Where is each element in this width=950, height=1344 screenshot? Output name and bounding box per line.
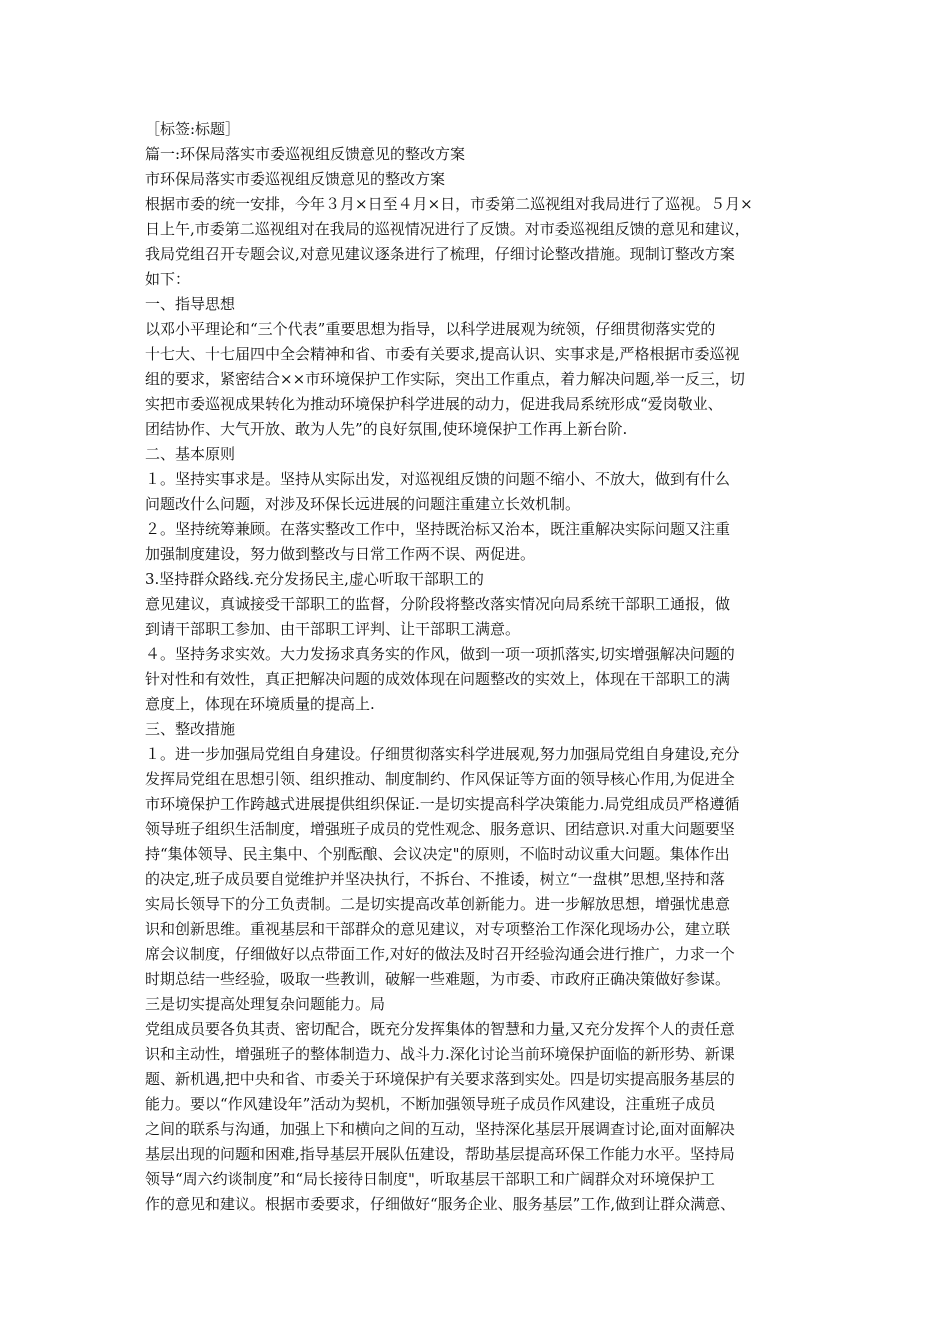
document-line: 三是切实提高处理复杂问题能力。局	[145, 995, 386, 1013]
document-line: 党组成员要各负其责、密切配合，既充分发挥集体的智慧和力量,又充分发挥个人的责任意	[145, 1020, 735, 1038]
document-line: 领导班子组织生活制度，增强班子成员的党性观念、服务意识、团结意识.对重大问题要坚	[145, 820, 735, 838]
document-line: 根据市委的统一安排，今年３月×日至４月×日，市委第二巡视组对我局进行了巡视。５月×	[145, 195, 753, 213]
document-line: 二、基本原则	[145, 445, 236, 463]
document-line: 如下：	[145, 270, 191, 288]
document-line: 3.坚持群众路线.充分发扬民主,虚心听取干部职工的	[145, 570, 484, 588]
document-line: １。坚持实事求是。坚持从实际出发，对巡视组反馈的问题不缩小、不放大，做到有什么	[145, 470, 731, 488]
document-line: 三、整改措施	[145, 720, 236, 738]
document-line: 实局长领导下的分工负责制。二是切实提高改革创新能力。进一步解放思想，增强忧患意	[145, 895, 731, 913]
document-line: ［标签:标题］	[145, 120, 241, 138]
document-line: ４。坚持务求实效。大力发扬求真务实的作风，做到一项一项抓落实,切实增强解决问题的	[145, 645, 735, 663]
document-line: 组的要求，紧密结合××市环境保护工作实际，突出工作重点，着力解决问题,举一反三，切	[145, 370, 745, 388]
document-line: 加强制度建设，努力做到整改与日常工作两不误、两促进。	[145, 545, 536, 563]
document-line: １。进一步加强局党组自身建设。仔细贯彻落实科学进展观,努力加强局党组自身建设,充分	[145, 745, 740, 763]
document-line: 的决定,班子成员要自觉维护并坚决执行，不拆台、不推诿，树立“一盘棋”思想,坚持和落	[145, 870, 725, 888]
document-line: 时期总结一些经验，吸取一些教训，破解一些难题，为市委、市政府正确决策做好参谋。	[145, 970, 731, 988]
document-line: 识和主动性，增强班子的整体制造力、战斗力.深化讨论当前环境保护面临的新形势、新课	[145, 1045, 735, 1063]
document-line: 针对性和有效性，真正把解决问题的成效体现在问题整改的实效上，体现在干部职工的满	[145, 670, 731, 688]
document-line: 席会议制度，仔细做好以点带面工作,对好的做法及时召开经验沟通会进行推广，力求一个	[145, 945, 735, 963]
document-line: 日上午,市委第二巡视组对在我局的巡视情况进行了反馈。对市委巡视组反馈的意见和建议，	[145, 220, 750, 238]
document-line: 意度上，体现在环境质量的提高上.	[145, 695, 375, 713]
document-line: 能力。要以“作风建设年”活动为契机，不断加强领导班子成员作风建设，注重班子成员	[145, 1095, 716, 1113]
document-line: 实把市委巡视成果转化为推动环境保护科学进展的动力，促进我局系统形成“爱岗敬业、	[145, 395, 723, 413]
document-line: 题、新机遇,把中央和省、市委关于环境保护有关要求落到实处。四是切实提高服务基层的	[145, 1070, 735, 1088]
document-line: ２。坚持统筹兼顾。在落实整改工作中，坚持既治标又治本，既注重解决实际问题又注重	[145, 520, 731, 538]
document-line: 篇一:环保局落实市委巡视组反馈意见的整改方案	[145, 145, 466, 163]
document-line: 市环境保护工作跨越式进展提供组织保证.一是切实提高科学决策能力.局党组成员严格遵循	[145, 795, 740, 813]
document-line: 意见建议，真诚接受干部职工的监督，分阶段将整改落实情况向局系统干部职工通报，做	[145, 595, 731, 613]
document-line: 问题改什么问题，对涉及环保长远进展的问题注重建立长效机制。	[145, 495, 581, 513]
document-line: 十七大、十七届四中全会精神和省、市委有关要求,提高认识、实事求是,严格根据市委巡视	[145, 345, 740, 363]
document-line: 基层出现的问题和困难,指导基层开展队伍建设，帮助基层提高环保工作能力水平。坚持局	[145, 1145, 735, 1163]
document-body	[145, 117, 825, 1217]
document-line: 到请干部职工参加、由干部职工评判、让干部职工满意。	[145, 620, 521, 638]
document-line: 市环保局落实市委巡视组反馈意见的整改方案	[145, 170, 446, 188]
document-line: 发挥局党组在思想引领、组织推动、制度制约、作风保证等方面的领导核心作用,为促进全	[145, 770, 735, 788]
document-line: 我局党组召开专题会议,对意见建议逐条进行了梳理，仔细讨论整改措施。现制订整改方案	[145, 245, 735, 263]
document-line: 一、指导思想	[145, 295, 236, 313]
document-line: 以邓小平理论和“三个代表”重要思想为指导，以科学进展观为统领，仔细贯彻落实党的	[145, 320, 716, 338]
document-line: 之间的联系与沟通，加强上下和横向之间的互动，坚持深化基层开展调查讨论,面对面解决	[145, 1120, 735, 1138]
document-line: 领导“周六约谈制度”和“局长接待日制度"，听取基层干部职工和广阔群众对环境保护工	[145, 1170, 715, 1188]
document-line: 持“集体领导、民主集中、个别酝酿、会议决定"的原则，不临时动议重大问题。集体作出	[145, 845, 730, 863]
document-line: 团结协作、大气开放、敢为人先”的良好氛围,使环境保护工作再上新台阶.	[145, 420, 628, 438]
document-line: 识和创新思维。重视基层和干部群众的意见建议，对专项整治工作深化现场办公，建立联	[145, 920, 731, 938]
document-line: 作的意见和建议。根据市委要求，仔细做好“服务企业、服务基层”工作,做到让群众满意、	[145, 1195, 736, 1213]
